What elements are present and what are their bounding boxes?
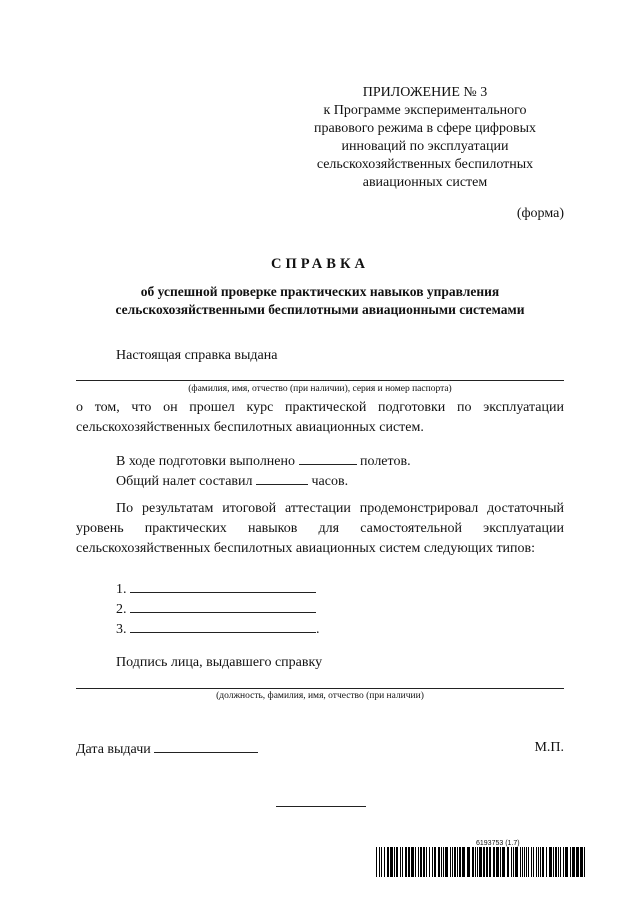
signature-text: Подпись лица, выдавшего справку	[116, 655, 323, 670]
barcode-bar	[558, 847, 559, 877]
hours-line	[116, 470, 556, 492]
document-title: СПРАВКА	[271, 256, 369, 272]
appendix-line: правового режима в сфере цифровых	[313, 121, 537, 136]
barcode-bar	[502, 847, 505, 877]
barcode-bar	[536, 847, 537, 877]
type-field[interactable]	[130, 598, 316, 613]
barcode-bar	[472, 847, 474, 877]
barcode-bar	[526, 847, 527, 877]
barcode-bar	[580, 847, 583, 877]
barcode-bar	[459, 847, 461, 877]
signature-line[interactable]	[76, 688, 564, 689]
barcode-bar	[429, 847, 430, 877]
type-item	[116, 618, 320, 640]
barcode-bar	[387, 847, 389, 877]
barcode-bar	[408, 847, 410, 877]
issued-caption: (фамилия, имя, отчество (при наличии), серия и номер паспорта)	[188, 384, 452, 394]
barcode-bar	[423, 847, 425, 877]
appendix-header	[290, 84, 560, 192]
barcode-bar	[479, 847, 482, 877]
barcode-bar	[379, 847, 380, 877]
barcode-bar	[452, 847, 453, 877]
barcode-bar	[402, 847, 403, 877]
results-paragraph: По результатам итоговой аттестации продемонстрировал достаточный уровень практических навыков для самостоятельной эксплуатации сельскохозяйственных беспилотных авиационных систем следующих типов:	[76, 501, 564, 556]
barcode-bar	[520, 847, 521, 877]
form-label: (форма)	[516, 206, 564, 221]
hours-suffix: часов.	[311, 474, 349, 489]
barcode-bar	[396, 847, 398, 877]
barcode-bar	[394, 847, 395, 877]
barcode-bar	[477, 847, 478, 877]
flights-line	[116, 450, 556, 472]
barcode-bar	[450, 847, 451, 877]
barcode-bar	[441, 847, 442, 877]
issued-text: Настоящая справка выдана	[116, 348, 278, 363]
flights-count-field[interactable]	[299, 450, 357, 465]
barcode-bar	[528, 847, 529, 877]
barcode-bar	[489, 847, 491, 877]
stamp-label: М.П.	[534, 740, 564, 755]
hours-count-field[interactable]	[256, 470, 308, 485]
type-field[interactable]	[130, 578, 316, 593]
barcode-bar	[438, 847, 440, 877]
barcode-bar	[384, 847, 385, 877]
barcode-bar	[434, 847, 436, 877]
appendix-line: ПРИЛОЖЕНИЕ № 3	[362, 85, 488, 100]
barcode-bar	[443, 847, 444, 877]
barcode-bar	[563, 847, 564, 877]
appendix-line: к Программе экспериментального	[323, 103, 527, 118]
barcode-bar	[576, 847, 579, 877]
barcode-bar	[524, 847, 525, 877]
barcode-bar	[507, 847, 509, 877]
barcode-bar	[511, 847, 512, 877]
barcode-bar	[445, 847, 448, 877]
barcode-bar	[584, 847, 585, 877]
type-field[interactable]	[130, 618, 316, 633]
barcode-bar	[381, 847, 382, 877]
barcode-bar	[432, 847, 433, 877]
barcode-bar	[496, 847, 499, 877]
barcode-bar	[522, 847, 523, 877]
barcode-bar	[390, 847, 393, 877]
barcode-bar	[467, 847, 470, 877]
flights-suffix: полетов.	[360, 454, 411, 469]
barcode-bar	[454, 847, 456, 877]
type-number: 2.	[116, 602, 127, 617]
document-subtitle	[60, 283, 580, 319]
barcode-bar	[415, 847, 416, 877]
issue-date-row	[76, 738, 258, 760]
barcode-bar	[531, 847, 532, 877]
issue-date-label: Дата выдачи	[76, 742, 151, 757]
barcode-bar	[565, 847, 568, 877]
hours-prefix: Общий налет составил	[116, 474, 253, 489]
barcode-bar	[500, 847, 501, 877]
barcode-bar	[515, 847, 518, 877]
type-item	[116, 578, 316, 600]
subtitle-line: об успешной проверке практических навыков управления	[140, 284, 500, 299]
barcode-bar	[493, 847, 495, 877]
barcode-bar	[411, 847, 414, 877]
barcode-bar	[533, 847, 534, 877]
barcode-bar	[405, 847, 407, 877]
barcode-bar	[560, 847, 561, 877]
end-separator	[276, 806, 366, 807]
barcode-bar	[570, 847, 571, 877]
barcode-bar	[542, 847, 544, 877]
type-item	[116, 598, 316, 620]
barcode-bar	[400, 847, 401, 877]
issue-date-field[interactable]	[154, 738, 258, 753]
type-number: 3.	[116, 622, 127, 637]
issued-to-line[interactable]	[76, 380, 564, 381]
type-end: .	[316, 622, 320, 637]
barcode-image	[376, 847, 586, 877]
barcode-number: 6193753 (1.7)	[476, 840, 520, 847]
appendix-line: сельскохозяйственных беспилотных	[316, 157, 534, 172]
barcode-bar	[420, 847, 422, 877]
barcode-bar	[546, 847, 547, 877]
course-paragraph: о том, что он прошел курс практической подготовки по эксплуатации сельскохозяйственных беспилотных авиационных систем.	[76, 400, 564, 435]
type-number: 1.	[116, 582, 127, 597]
appendix-line: авиационных систем	[362, 175, 488, 190]
subtitle-line: сельскохозяйственными беспилотными авиационными системами	[115, 302, 525, 317]
barcode-bar	[553, 847, 554, 877]
barcode-bar	[486, 847, 488, 877]
barcode-bar	[572, 847, 575, 877]
barcode-bar	[549, 847, 552, 877]
barcode-bar	[483, 847, 485, 877]
barcode-bar	[462, 847, 465, 877]
barcode-bar	[418, 847, 419, 877]
barcode-bar	[538, 847, 539, 877]
barcode-bar	[475, 847, 476, 877]
barcode-bar	[513, 847, 514, 877]
barcode-bar	[555, 847, 557, 877]
appendix-line: инноваций по эксплуатации	[341, 139, 509, 154]
signature-caption: (должность, фамилия, имя, отчество (при наличии)	[216, 691, 424, 701]
barcode-bar	[376, 847, 377, 877]
barcode-bar	[457, 847, 458, 877]
flights-prefix: В ходе подготовки выполнено	[116, 454, 296, 469]
barcode-bar	[426, 847, 427, 877]
barcode-bar	[540, 847, 541, 877]
